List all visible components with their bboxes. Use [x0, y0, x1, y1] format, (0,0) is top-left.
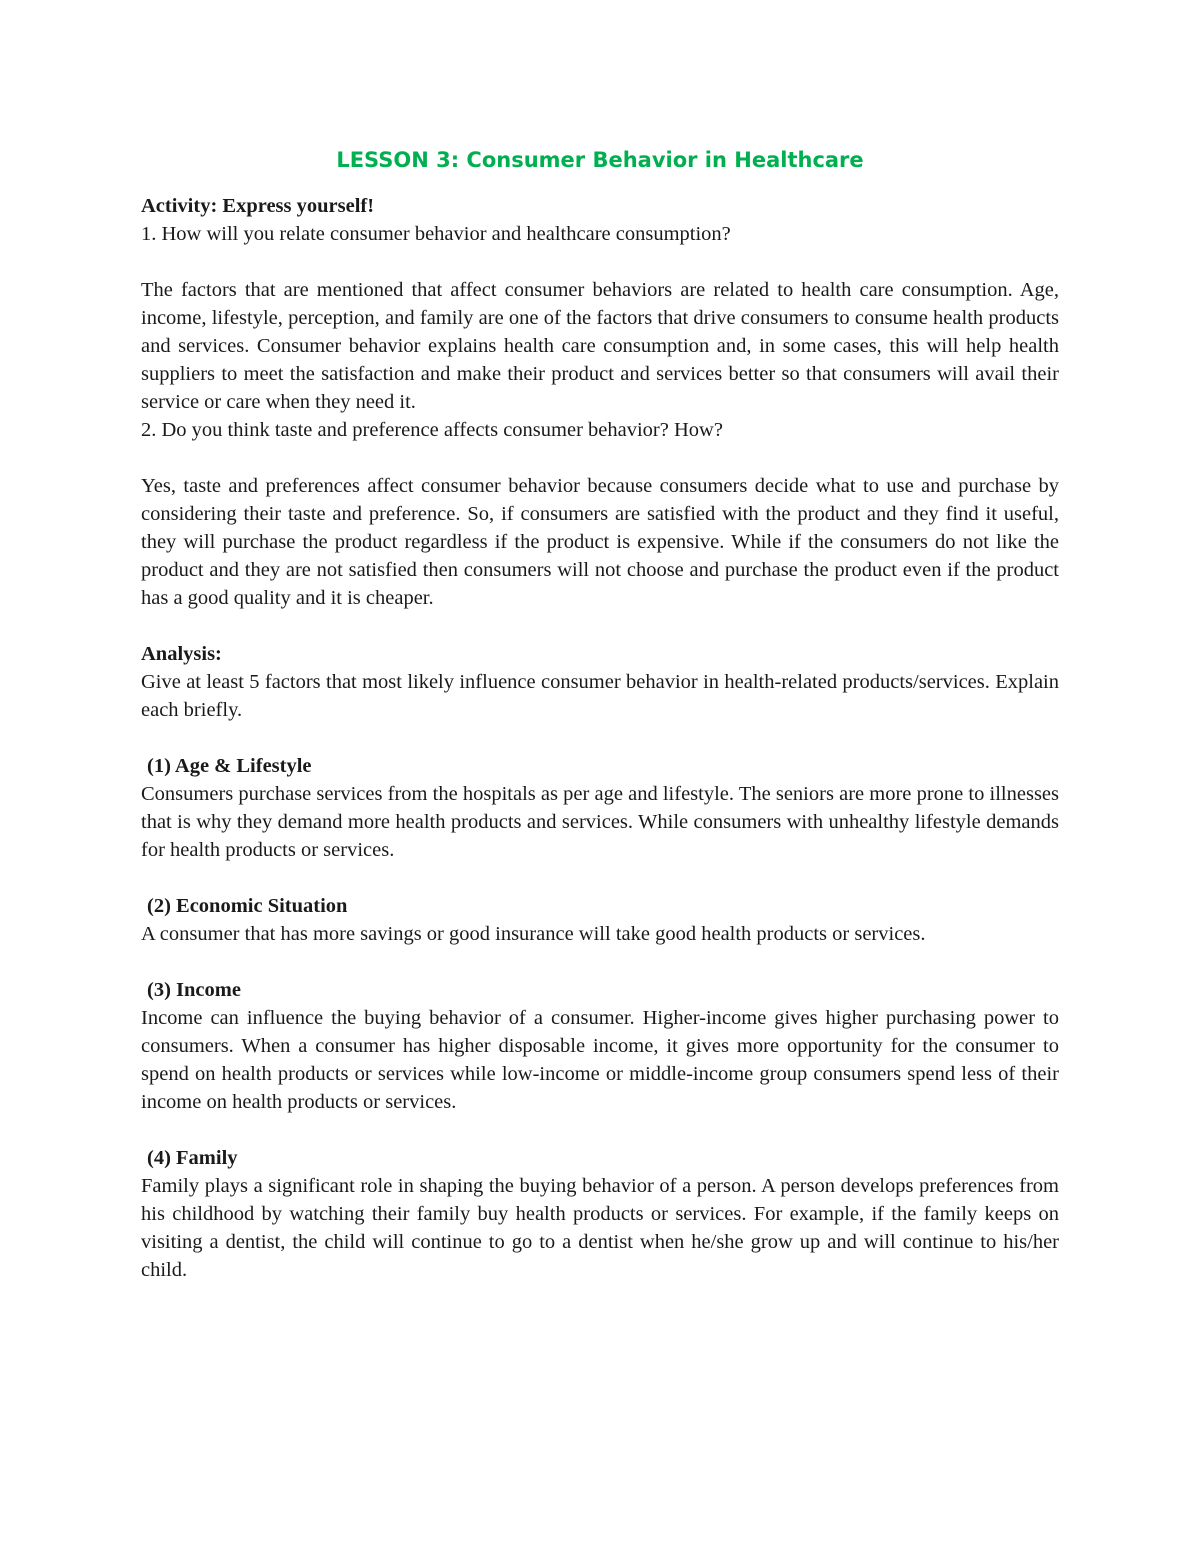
factor-text: Income can influence the buying behavior of a consumer. Higher-income gives higher purchasing power to consumers. When a consumer has higher disposable income, it gives more opportunity for the consumer to spend on health products or services while low-income or middle-income group consumers spend less of their income on health products or services. — [141, 1007, 1059, 1113]
factor-text: Consumers purchase services from the hospitals as per age and lifestyle. The seniors are more prone to illnesses that is why they demand more health products and services. While consumers with unhealthy lifestyle demands for health products or services. — [141, 783, 1059, 861]
analysis-prompt: Give at least 5 factors that most likely influence consumer behavior in health-related products/services. Explain each briefly. — [141, 671, 1059, 721]
lesson-title: LESSON 3: Consumer Behavior in Healthcare — [336, 148, 864, 172]
factor-title: (1) Age & Lifestyle — [147, 755, 312, 777]
analysis-heading: Analysis: — [141, 643, 222, 665]
answer-2: Yes, taste and preferences affect consumer behavior because consumers decide what to use and purchase by considering their taste and preference. So, if consumers are satisfied with the product and they find it useful, they will purchase the product regardless if the product is expensive. While if the consumers do not like the product and they are not satisfied then consumers will not choose and purchase the product even if the product has a good quality and it is cheaper. — [141, 475, 1059, 609]
factor-text: Family plays a significant role in shaping the buying behavior of a person. A person develops preferences from his childhood by watching their family buy health products or services. For example, if the family keeps on visiting a dentist, the child will continue to go to a dentist when he/she grow up and will continue to his/her child. — [141, 1175, 1059, 1281]
factor-title: (2) Economic Situation — [147, 895, 348, 917]
factor-text: A consumer that has more savings or good insurance will take good health products or services. — [141, 923, 926, 945]
document-page — [141, 140, 1059, 1284]
factor-title: (3) Income — [147, 979, 241, 1001]
answer-1: The factors that are mentioned that affect consumer behaviors are related to health care consumption. Age, income, lifestyle, perception, and family are one of the factors that drive consumers to consume health products and services. Consumer behavior explains health care consumption and, in some cases, this will help health suppliers to meet the satisfaction and make their product and services better so that consumers will avail their service or care when they need it. — [141, 279, 1059, 413]
factor-title: (4) Family — [147, 1147, 238, 1169]
question-1: 1. How will you relate consumer behavior and healthcare consumption? — [141, 223, 731, 245]
activity-heading: Activity: Express yourself! — [141, 195, 375, 217]
question-2: 2. Do you think taste and preference affects consumer behavior? How? — [141, 419, 723, 441]
